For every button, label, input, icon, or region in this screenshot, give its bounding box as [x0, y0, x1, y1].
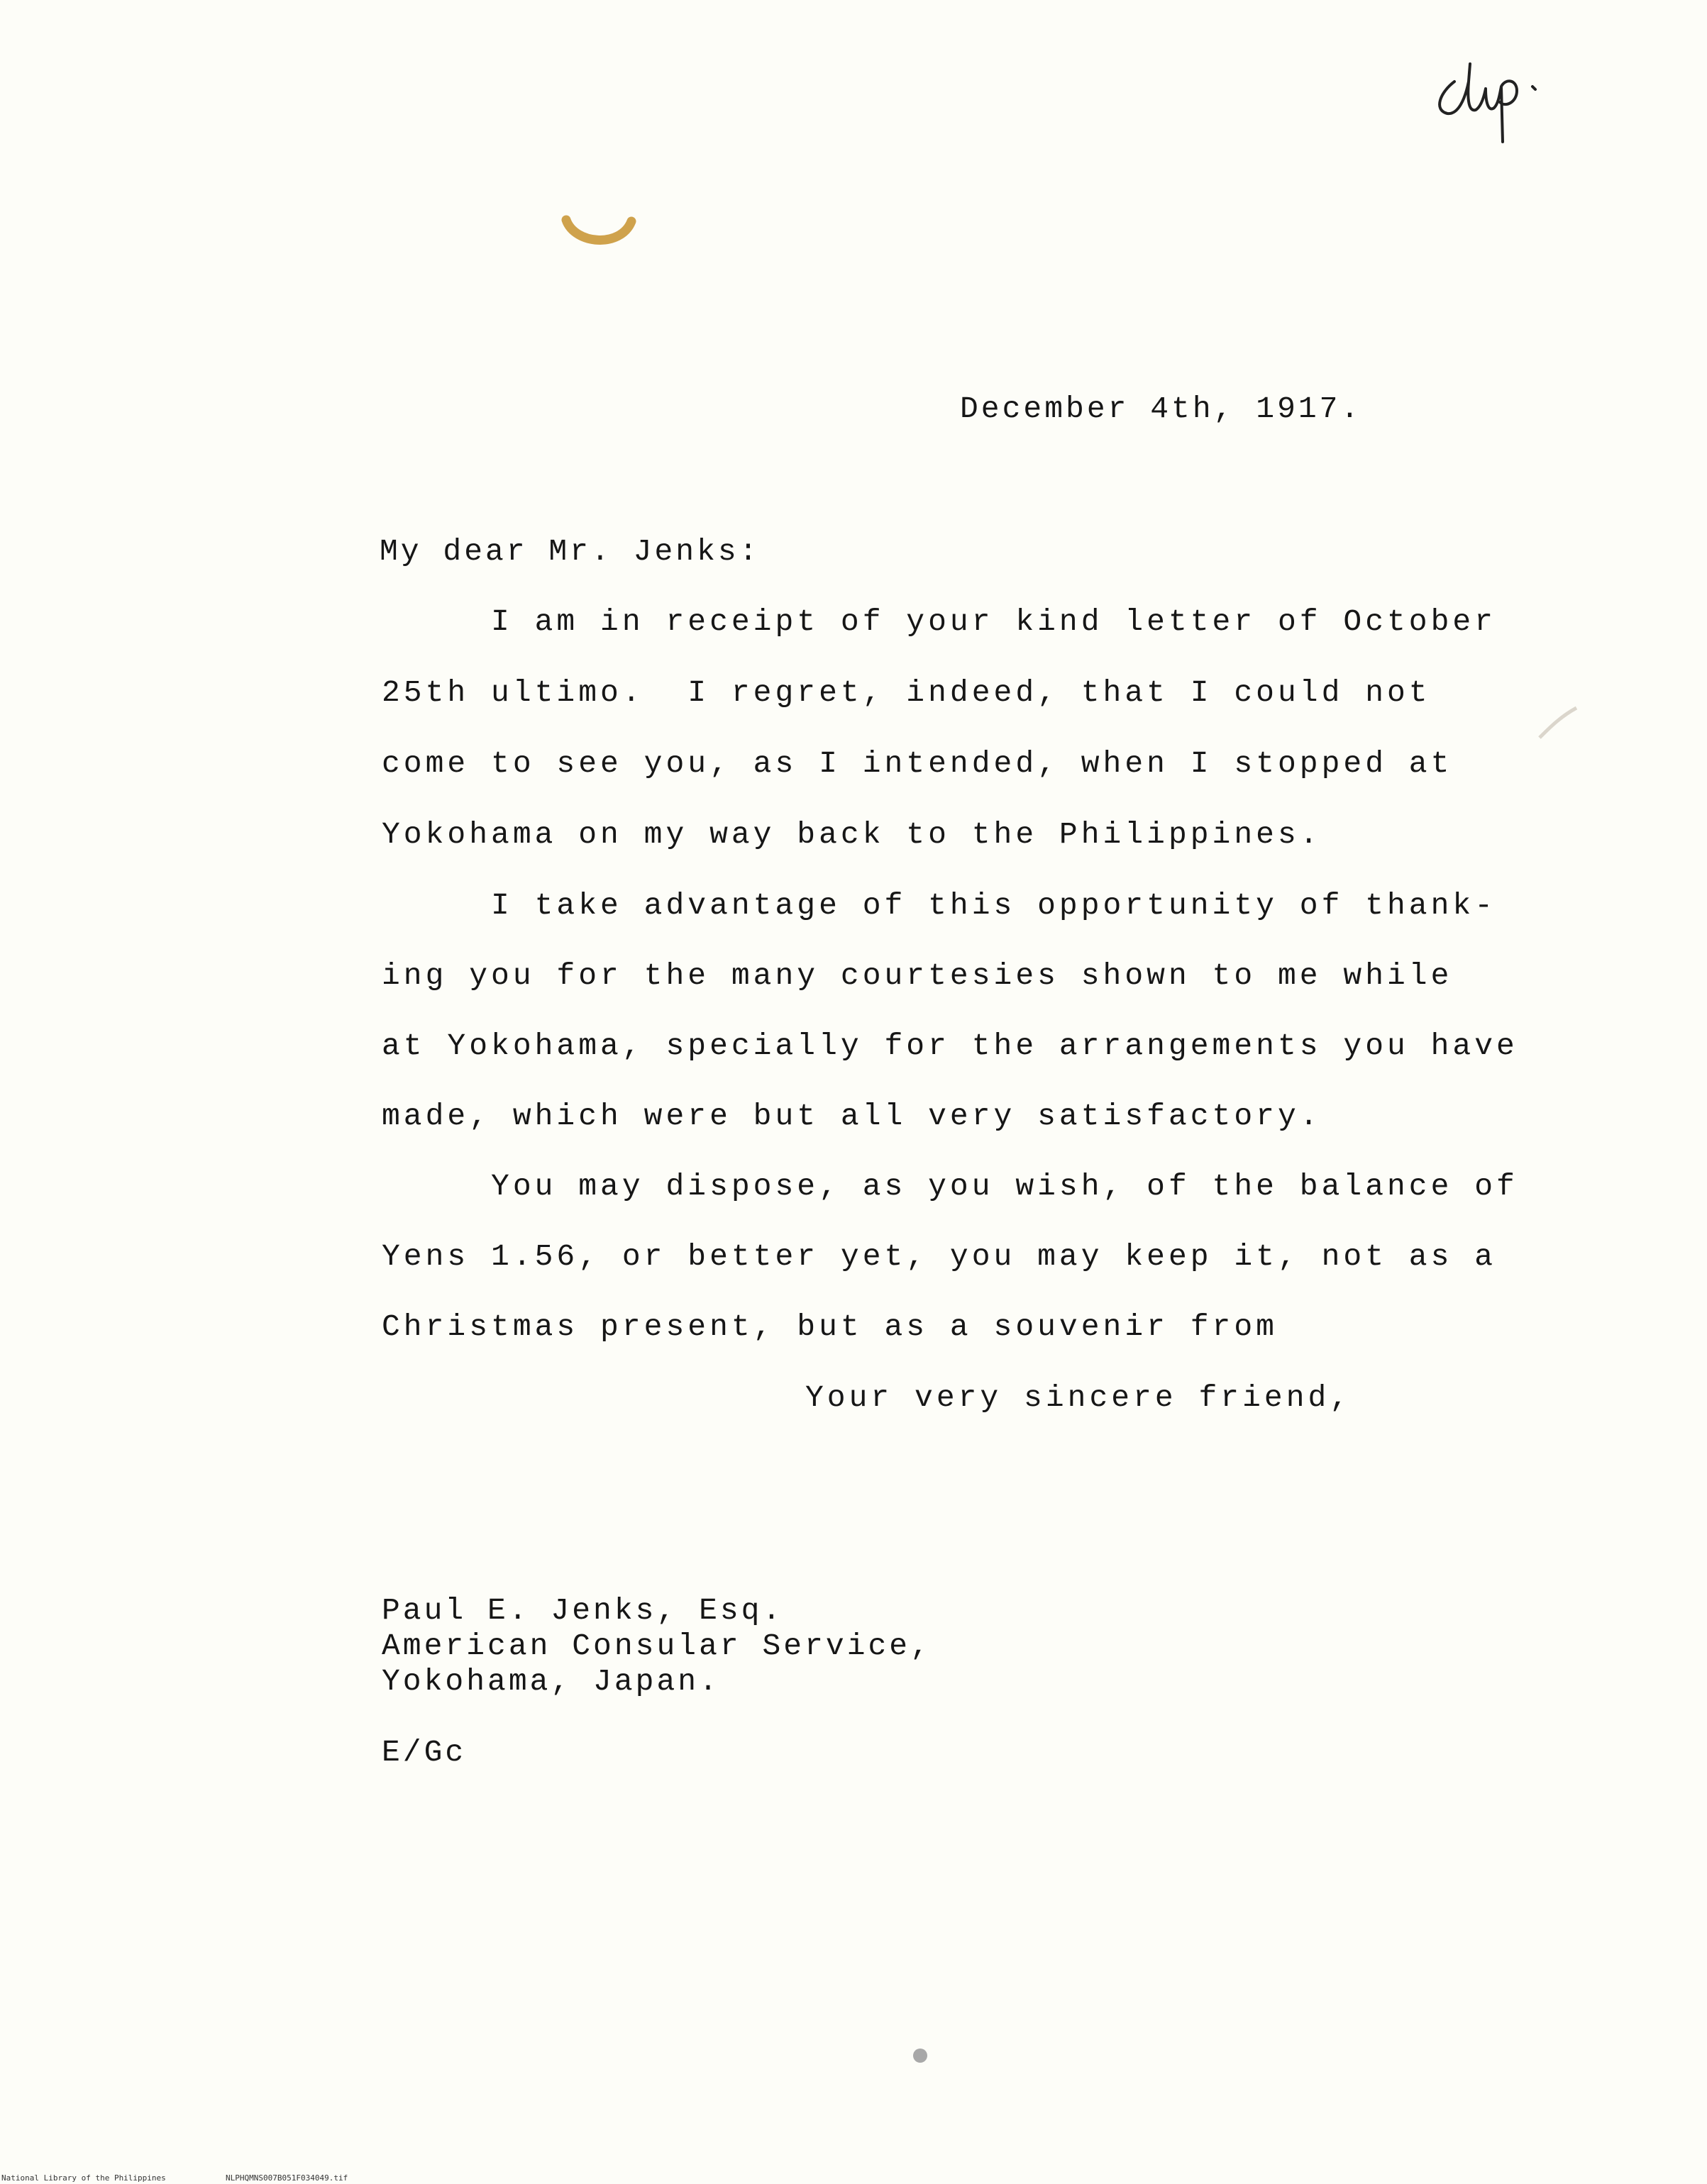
body-line: ing you for the many courtesies shown to me while	[382, 958, 1453, 993]
scan-footer-file-id: NLPHQMNS007B051F034049.tif	[226, 2173, 348, 2183]
closing: Your very sincere friend,	[805, 1380, 1352, 1415]
handwritten-dup-note	[1426, 43, 1554, 149]
addressee-organization: American Consular Service,	[382, 1629, 932, 1663]
reference-initials: E/Gc	[382, 1735, 467, 1770]
scan-footer-institution: National Library of the Philippines	[1, 2173, 166, 2183]
body-line: Yens 1.56, or better yet, you may keep it, not as a	[382, 1239, 1497, 1274]
body-line: made, which were but all very satisfactory.	[382, 1099, 1322, 1133]
addressee-name: Paul E. Jenks, Esq.	[382, 1593, 784, 1628]
paper-dot-mark	[913, 2049, 927, 2063]
body-line: 25th ultimo. I regret, indeed, that I could not	[382, 675, 1431, 710]
staple-stain	[560, 213, 639, 255]
letter-date: December 4th, 1917.	[960, 392, 1362, 426]
paper-smudge	[1532, 702, 1582, 745]
body-line: at Yokohama, specially for the arrangements you have	[382, 1029, 1518, 1063]
addressee-location: Yokohama, Japan.	[382, 1664, 720, 1699]
body-line: Christmas present, but as a souvenir from	[382, 1309, 1278, 1344]
body-line: I am in receipt of your kind letter of October	[382, 604, 1497, 639]
body-line: You may dispose, as you wish, of the balance of	[382, 1169, 1518, 1204]
body-line: I take advantage of this opportunity of thank-	[382, 888, 1497, 923]
body-line: Yokohama on my way back to the Philippines.	[382, 817, 1322, 852]
salutation: My dear Mr. Jenks:	[380, 534, 761, 569]
body-line: come to see you, as I intended, when I stopped at	[382, 746, 1453, 781]
